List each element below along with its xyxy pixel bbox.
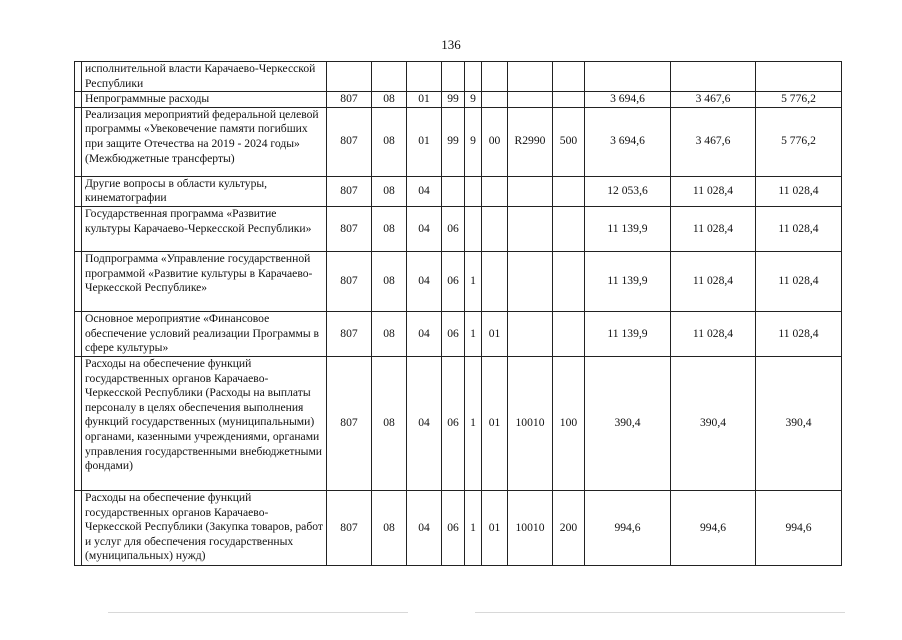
event-cell: 00 (482, 107, 508, 176)
row-index-cell (75, 490, 82, 565)
event-cell (482, 206, 508, 251)
page-number: 136 (441, 37, 461, 52)
expense-type-cell: 100 (553, 356, 585, 490)
row-index-cell (75, 107, 82, 176)
table-row (75, 92, 842, 108)
gr-code-cell: 807 (327, 107, 372, 176)
amount-year-1-cell: 12 053,6 (585, 176, 671, 206)
expense-type-cell (553, 311, 585, 356)
amount-year-2-cell: 3 467,6 (671, 107, 756, 176)
event-cell: 01 (482, 490, 508, 565)
amount-year-3-cell: 390,4 (756, 356, 842, 490)
section-cell (372, 62, 407, 92)
amount-year-2-cell: 11 028,4 (671, 311, 756, 356)
subsection-cell: 01 (407, 92, 442, 108)
amount-year-1-cell: 11 139,9 (585, 251, 671, 311)
program-cell: 06 (442, 490, 465, 565)
row-index-cell (75, 176, 82, 206)
amount-year-2-cell: 390,4 (671, 356, 756, 490)
subsection-cell: 01 (407, 107, 442, 176)
expense-type-cell: 500 (553, 107, 585, 176)
gr-code-cell: 807 (327, 356, 372, 490)
row-name-cell: Подпрограмма «Управление государственной программой «Развитие культуры в Карачаево-Черкесской Республике» (82, 251, 327, 311)
subprogram-cell (465, 206, 482, 251)
expense-item-cell (508, 251, 553, 311)
program-cell: 99 (442, 92, 465, 108)
program-cell: 06 (442, 251, 465, 311)
expense-item-cell (508, 311, 553, 356)
expense-type-cell: 200 (553, 490, 585, 565)
expense-type-cell (553, 62, 585, 92)
subprogram-cell (465, 62, 482, 92)
amount-year-1-cell (585, 62, 671, 92)
footer-rule-right (475, 612, 845, 613)
section-cell: 08 (372, 206, 407, 251)
subsection-cell: 04 (407, 206, 442, 251)
subsection-cell: 04 (407, 176, 442, 206)
row-name-cell: исполнительной власти Карачаево-Черкесской Республики (82, 62, 327, 92)
gr-code-cell: 807 (327, 311, 372, 356)
event-cell (482, 251, 508, 311)
table-row (75, 107, 842, 176)
amount-year-1-cell: 994,6 (585, 490, 671, 565)
row-name-cell: Расходы на обеспечение функций государственных органов Карачаево-Черкесской Республики (Закупка товаров, работ и услуг для обеспечения государственных (муниципальных) нужд) (82, 490, 327, 565)
amount-year-3-cell: 11 028,4 (756, 311, 842, 356)
amount-year-3-cell: 5 776,2 (756, 107, 842, 176)
row-index-cell (75, 356, 82, 490)
table-row (75, 311, 842, 356)
amount-year-1-cell: 3 694,6 (585, 92, 671, 108)
row-index-cell (75, 311, 82, 356)
row-name-cell: Реализация мероприятий федеральной целевой программы «Увековечение памяти погибших при защите Отечества на 2019 - 2024 годы» (Межбюджетные трансферты) (82, 107, 327, 176)
expense-item-cell: 10010 (508, 356, 553, 490)
subprogram-cell: 9 (465, 92, 482, 108)
event-cell: 01 (482, 311, 508, 356)
amount-year-3-cell: 11 028,4 (756, 176, 842, 206)
row-index-cell (75, 92, 82, 108)
table-row (75, 490, 842, 565)
subprogram-cell: 1 (465, 311, 482, 356)
section-cell: 08 (372, 356, 407, 490)
row-index-cell (75, 62, 82, 92)
row-index-cell (75, 251, 82, 311)
gr-code-cell: 807 (327, 490, 372, 565)
table-row (75, 356, 842, 490)
gr-code-cell: 807 (327, 206, 372, 251)
amount-year-3-cell: 11 028,4 (756, 251, 842, 311)
subprogram-cell: 1 (465, 356, 482, 490)
section-cell: 08 (372, 251, 407, 311)
amount-year-1-cell: 11 139,9 (585, 311, 671, 356)
program-cell: 06 (442, 206, 465, 251)
subprogram-cell (465, 176, 482, 206)
amount-year-2-cell: 11 028,4 (671, 176, 756, 206)
expense-item-cell (508, 92, 553, 108)
program-cell: 06 (442, 311, 465, 356)
expense-item-cell (508, 62, 553, 92)
row-name-cell: Другие вопросы в области культуры, кинематографии (82, 176, 327, 206)
table-row (75, 206, 842, 251)
expense-item-cell (508, 206, 553, 251)
row-name-cell: Основное мероприятие «Финансовое обеспечение условий реализации Программы в сфере культуры» (82, 311, 327, 356)
expense-item-cell: 10010 (508, 490, 553, 565)
event-cell (482, 62, 508, 92)
table-row (75, 62, 842, 92)
amount-year-1-cell: 390,4 (585, 356, 671, 490)
amount-year-3-cell: 5 776,2 (756, 92, 842, 108)
section-cell: 08 (372, 490, 407, 565)
row-index-cell (75, 206, 82, 251)
subsection-cell: 04 (407, 311, 442, 356)
subsection-cell: 04 (407, 251, 442, 311)
expense-item-cell (508, 176, 553, 206)
amount-year-3-cell: 994,6 (756, 490, 842, 565)
amount-year-2-cell: 11 028,4 (671, 206, 756, 251)
table-row (75, 176, 842, 206)
amount-year-2-cell: 994,6 (671, 490, 756, 565)
table-row (75, 251, 842, 311)
subsection-cell: 04 (407, 490, 442, 565)
amount-year-2-cell (671, 62, 756, 92)
subprogram-cell: 1 (465, 251, 482, 311)
budget-table (74, 61, 842, 566)
section-cell: 08 (372, 176, 407, 206)
footer-rule-left (108, 612, 408, 613)
gr-code-cell: 807 (327, 251, 372, 311)
program-cell: 99 (442, 107, 465, 176)
subsection-cell (407, 62, 442, 92)
event-cell (482, 92, 508, 108)
row-name-cell: Государственная программа «Развитие культуры Карачаево-Черкесской Республики» (82, 206, 327, 251)
expense-type-cell (553, 206, 585, 251)
program-cell (442, 176, 465, 206)
expense-type-cell (553, 251, 585, 311)
amount-year-1-cell: 11 139,9 (585, 206, 671, 251)
section-cell: 08 (372, 311, 407, 356)
expense-type-cell (553, 92, 585, 108)
amount-year-1-cell: 3 694,6 (585, 107, 671, 176)
row-name-cell: Непрограммные расходы (82, 92, 327, 108)
subprogram-cell: 9 (465, 107, 482, 176)
row-name-cell: Расходы на обеспечение функций государственных органов Карачаево-Черкесской Республики (Расходы на выплаты персоналу в целях обеспечения выполнения функций государственных (муниципальными) органами, казенными учреждениями, органами управления государственными внебюджетными фондами) (82, 356, 327, 490)
subprogram-cell: 1 (465, 490, 482, 565)
expense-type-cell (553, 176, 585, 206)
amount-year-2-cell: 3 467,6 (671, 92, 756, 108)
event-cell (482, 176, 508, 206)
amount-year-2-cell: 11 028,4 (671, 251, 756, 311)
gr-code-cell: 807 (327, 176, 372, 206)
section-cell: 08 (372, 92, 407, 108)
program-cell (442, 62, 465, 92)
expense-item-cell: R2990 (508, 107, 553, 176)
gr-code-cell: 807 (327, 92, 372, 108)
gr-code-cell (327, 62, 372, 92)
subsection-cell: 04 (407, 356, 442, 490)
program-cell: 06 (442, 356, 465, 490)
section-cell: 08 (372, 107, 407, 176)
amount-year-3-cell (756, 62, 842, 92)
event-cell: 01 (482, 356, 508, 490)
amount-year-3-cell: 11 028,4 (756, 206, 842, 251)
